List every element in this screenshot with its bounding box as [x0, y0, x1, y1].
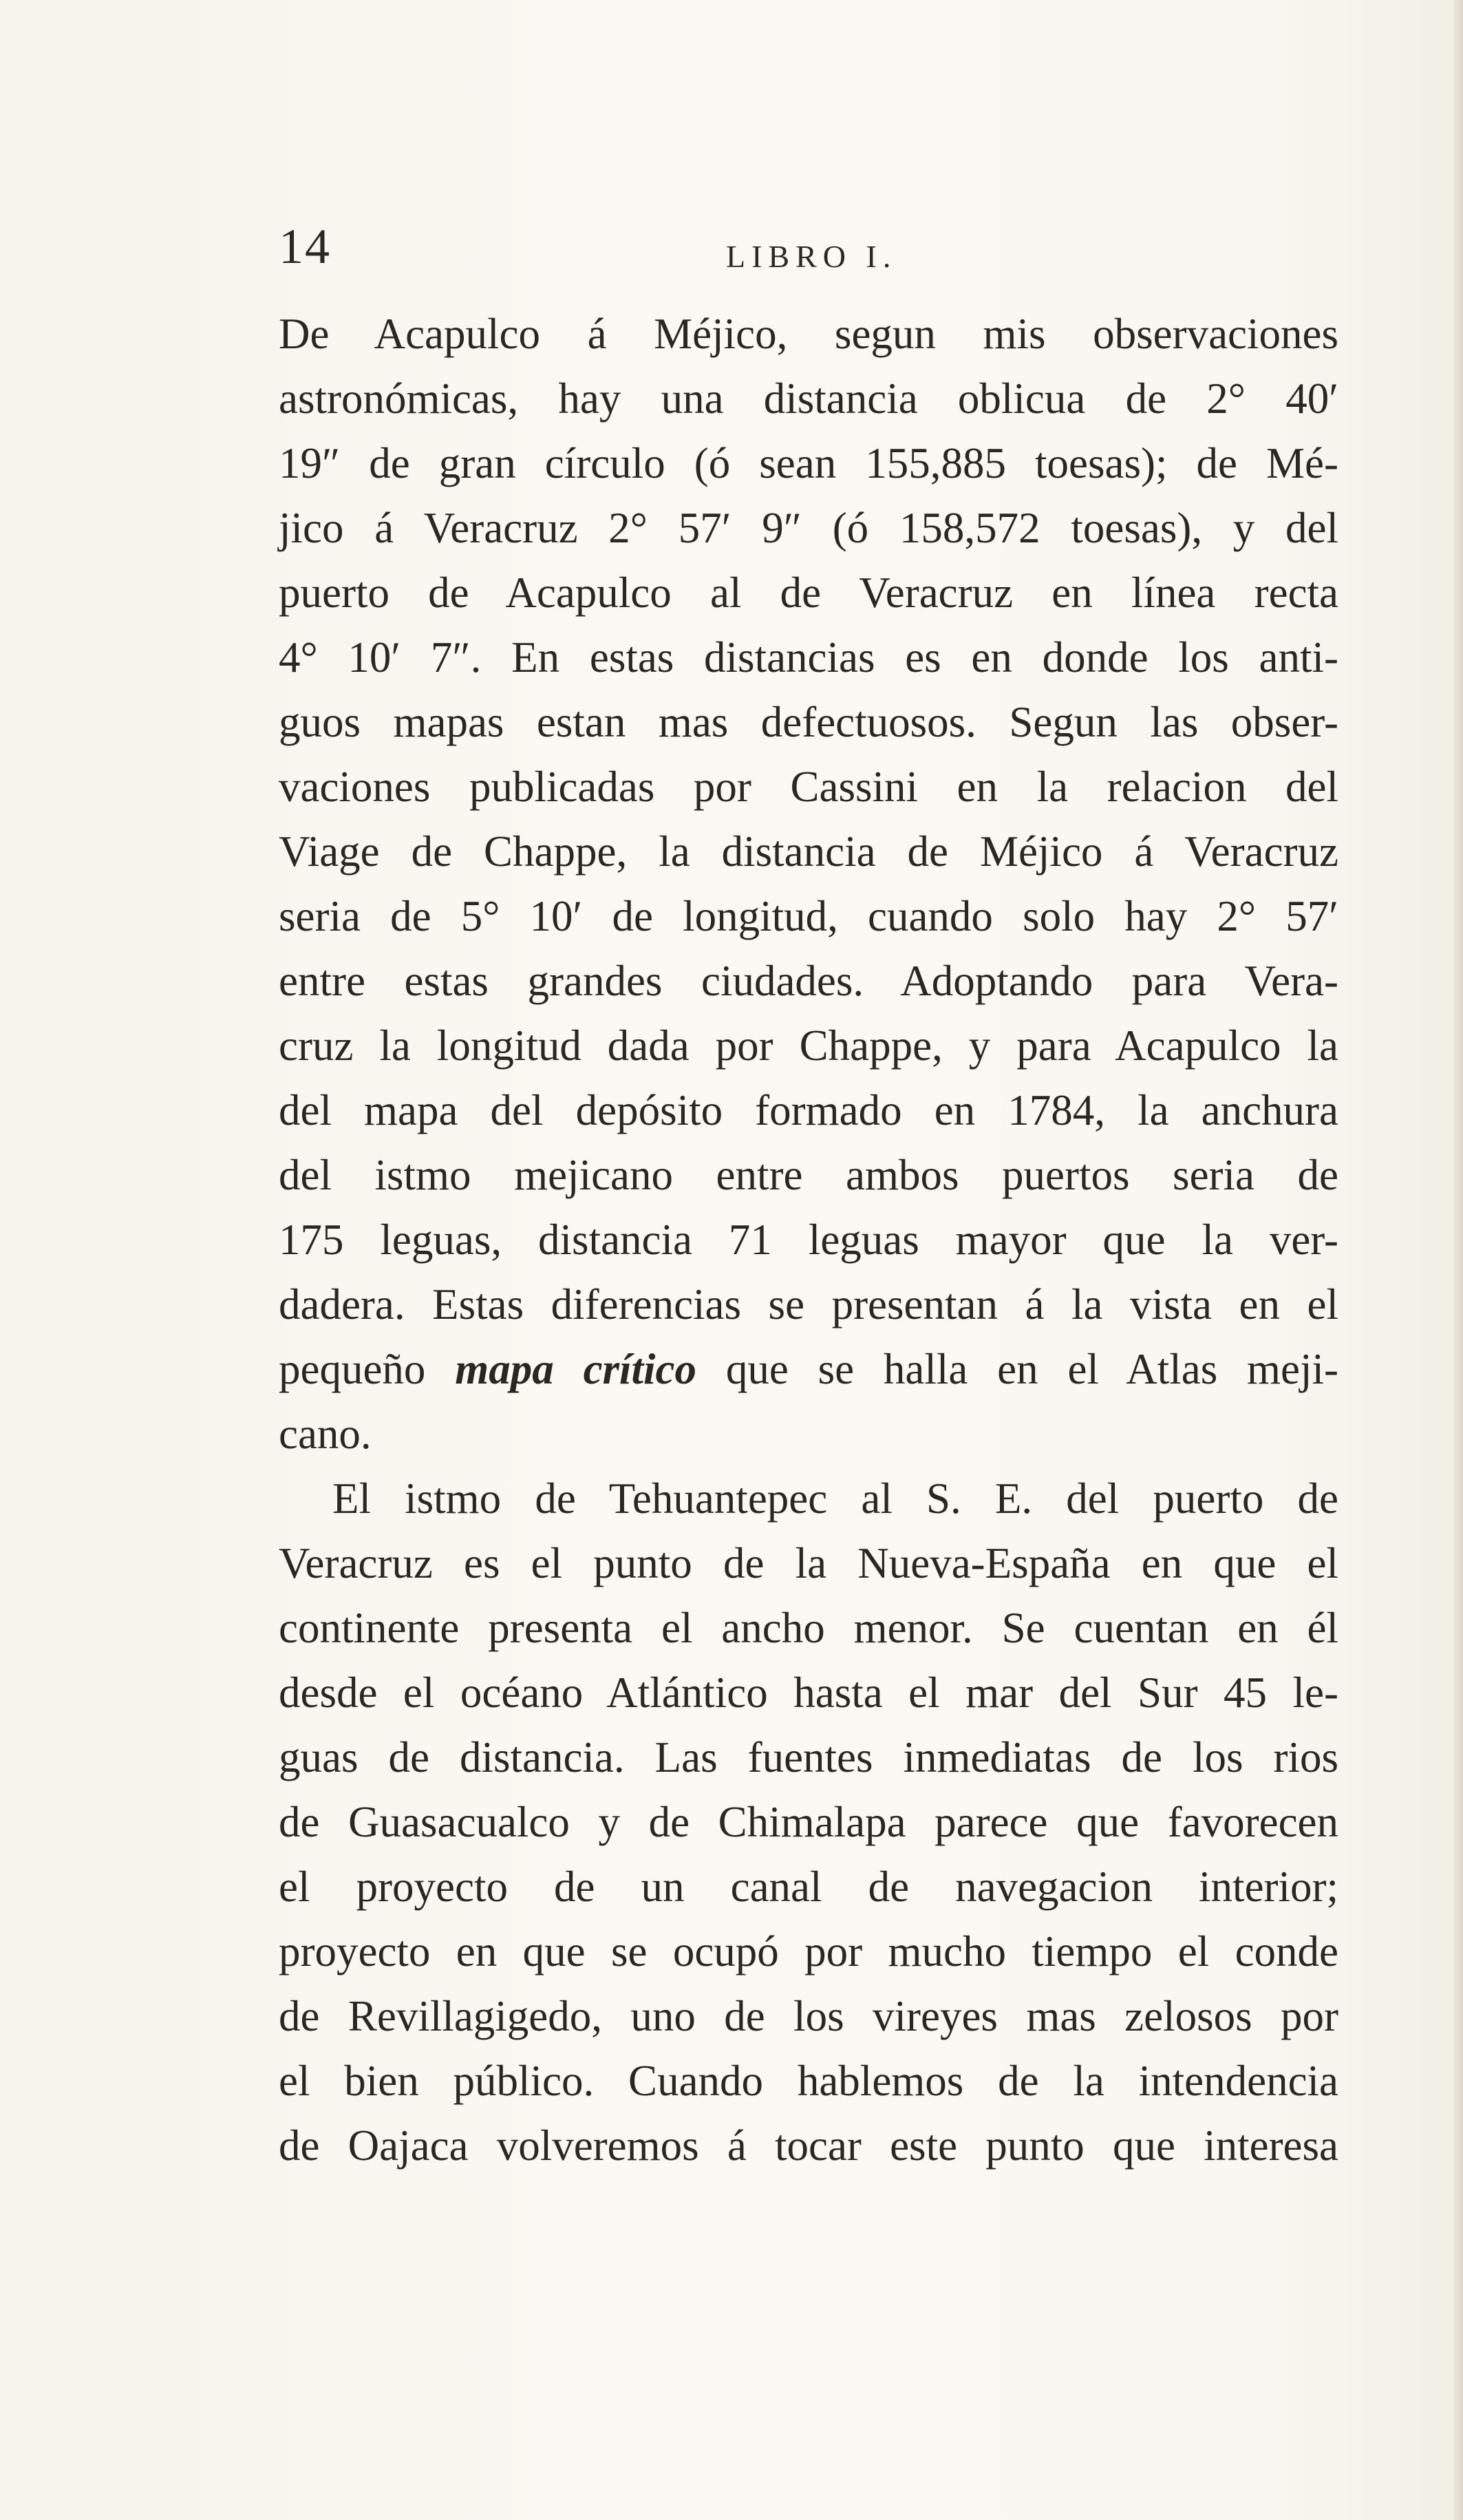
page-edge	[1453, 0, 1463, 2520]
running-head: LIBRO I.	[726, 239, 897, 274]
text-line: del mapa del depósito formado en 1784, la anchura	[279, 1086, 1338, 1134]
text-line: entre estas grandes ciudades. Adoptando para Vera-	[279, 957, 1338, 1005]
text-line: el bien público. Cuando hablemos de la intendencia	[279, 2057, 1338, 2105]
text-line: del istmo mejicano entre ambos puertos seria de	[279, 1151, 1338, 1199]
text-line: 175 leguas, distancia 71 leguas mayor que la ver-	[279, 1216, 1338, 1264]
italic-title: mapa crítico	[455, 1345, 697, 1393]
text-line: 19″ de gran círculo (ó sean 155,885 toesas); de Mé-	[279, 439, 1338, 487]
text-line: dadera. Estas diferencias se presentan á la vista en el	[279, 1280, 1338, 1328]
text-line: proyecto en que se ocupó por mucho tiempo el conde	[279, 1927, 1338, 1976]
text-line: cruz la longitud dada por Chappe, y para Acapulco la	[279, 1021, 1338, 1070]
text-line: desde el océano Atlántico hasta el mar del Sur 45 le-	[279, 1669, 1338, 1717]
paragraph-start-line: El istmo de Tehuantepec al S. E. del puerto de	[332, 1474, 1338, 1523]
text-line: 4° 10′ 7″. En estas distancias es en donde los anti-	[279, 633, 1338, 681]
text-line: de Oajaca volveremos á tocar este punto que interesa	[279, 2121, 1338, 2170]
text-line: astronómicas, hay una distancia oblicua de 2° 40′	[279, 374, 1338, 423]
text-line: guas de distancia. Las fuentes inmediatas de los rios	[279, 1733, 1338, 1781]
text-line: Veracruz es el punto de la Nueva-España en que el	[279, 1539, 1338, 1587]
text-line: vaciones publicadas por Cassini en la relacion del	[279, 763, 1338, 811]
text-line: puerto de Acapulco al de Veracruz en línea recta	[279, 569, 1338, 617]
text-line: jico á Veracruz 2° 57′ 9″ (ó 158,572 toesas), y del	[279, 504, 1338, 552]
text-segment: pequeño	[279, 1345, 456, 1393]
text-line: el proyecto de un canal de navegacion interior;	[279, 1863, 1338, 1911]
text-line: de Revillagigedo, uno de los vireyes mas zelosos por	[279, 1992, 1338, 2040]
page-header	[279, 207, 1338, 282]
page-number: 14	[279, 219, 331, 274]
text-line: seria de 5° 10′ de longitud, cuando solo hay 2° 57′	[279, 892, 1338, 940]
text-line: de Guasacualco y de Chimalapa parece que favorecen	[279, 1798, 1338, 1846]
text-line: Viage de Chappe, la distancia de Méjico á Veracruz	[279, 827, 1338, 876]
text-line: continente presenta el ancho menor. Se cuentan en él	[279, 1604, 1338, 1652]
paragraph-end-line: cano.	[279, 1410, 372, 1458]
text-line: guos mapas estan mas defectuosos. Segun las obser-	[279, 698, 1338, 746]
text-segment: que se halla en el Atlas meji-	[696, 1345, 1338, 1393]
body-text	[279, 301, 1338, 2178]
text-line-with-italic	[279, 1337, 1338, 1401]
text-line: De Acapulco á Méjico, segun mis observaciones	[279, 310, 1338, 358]
